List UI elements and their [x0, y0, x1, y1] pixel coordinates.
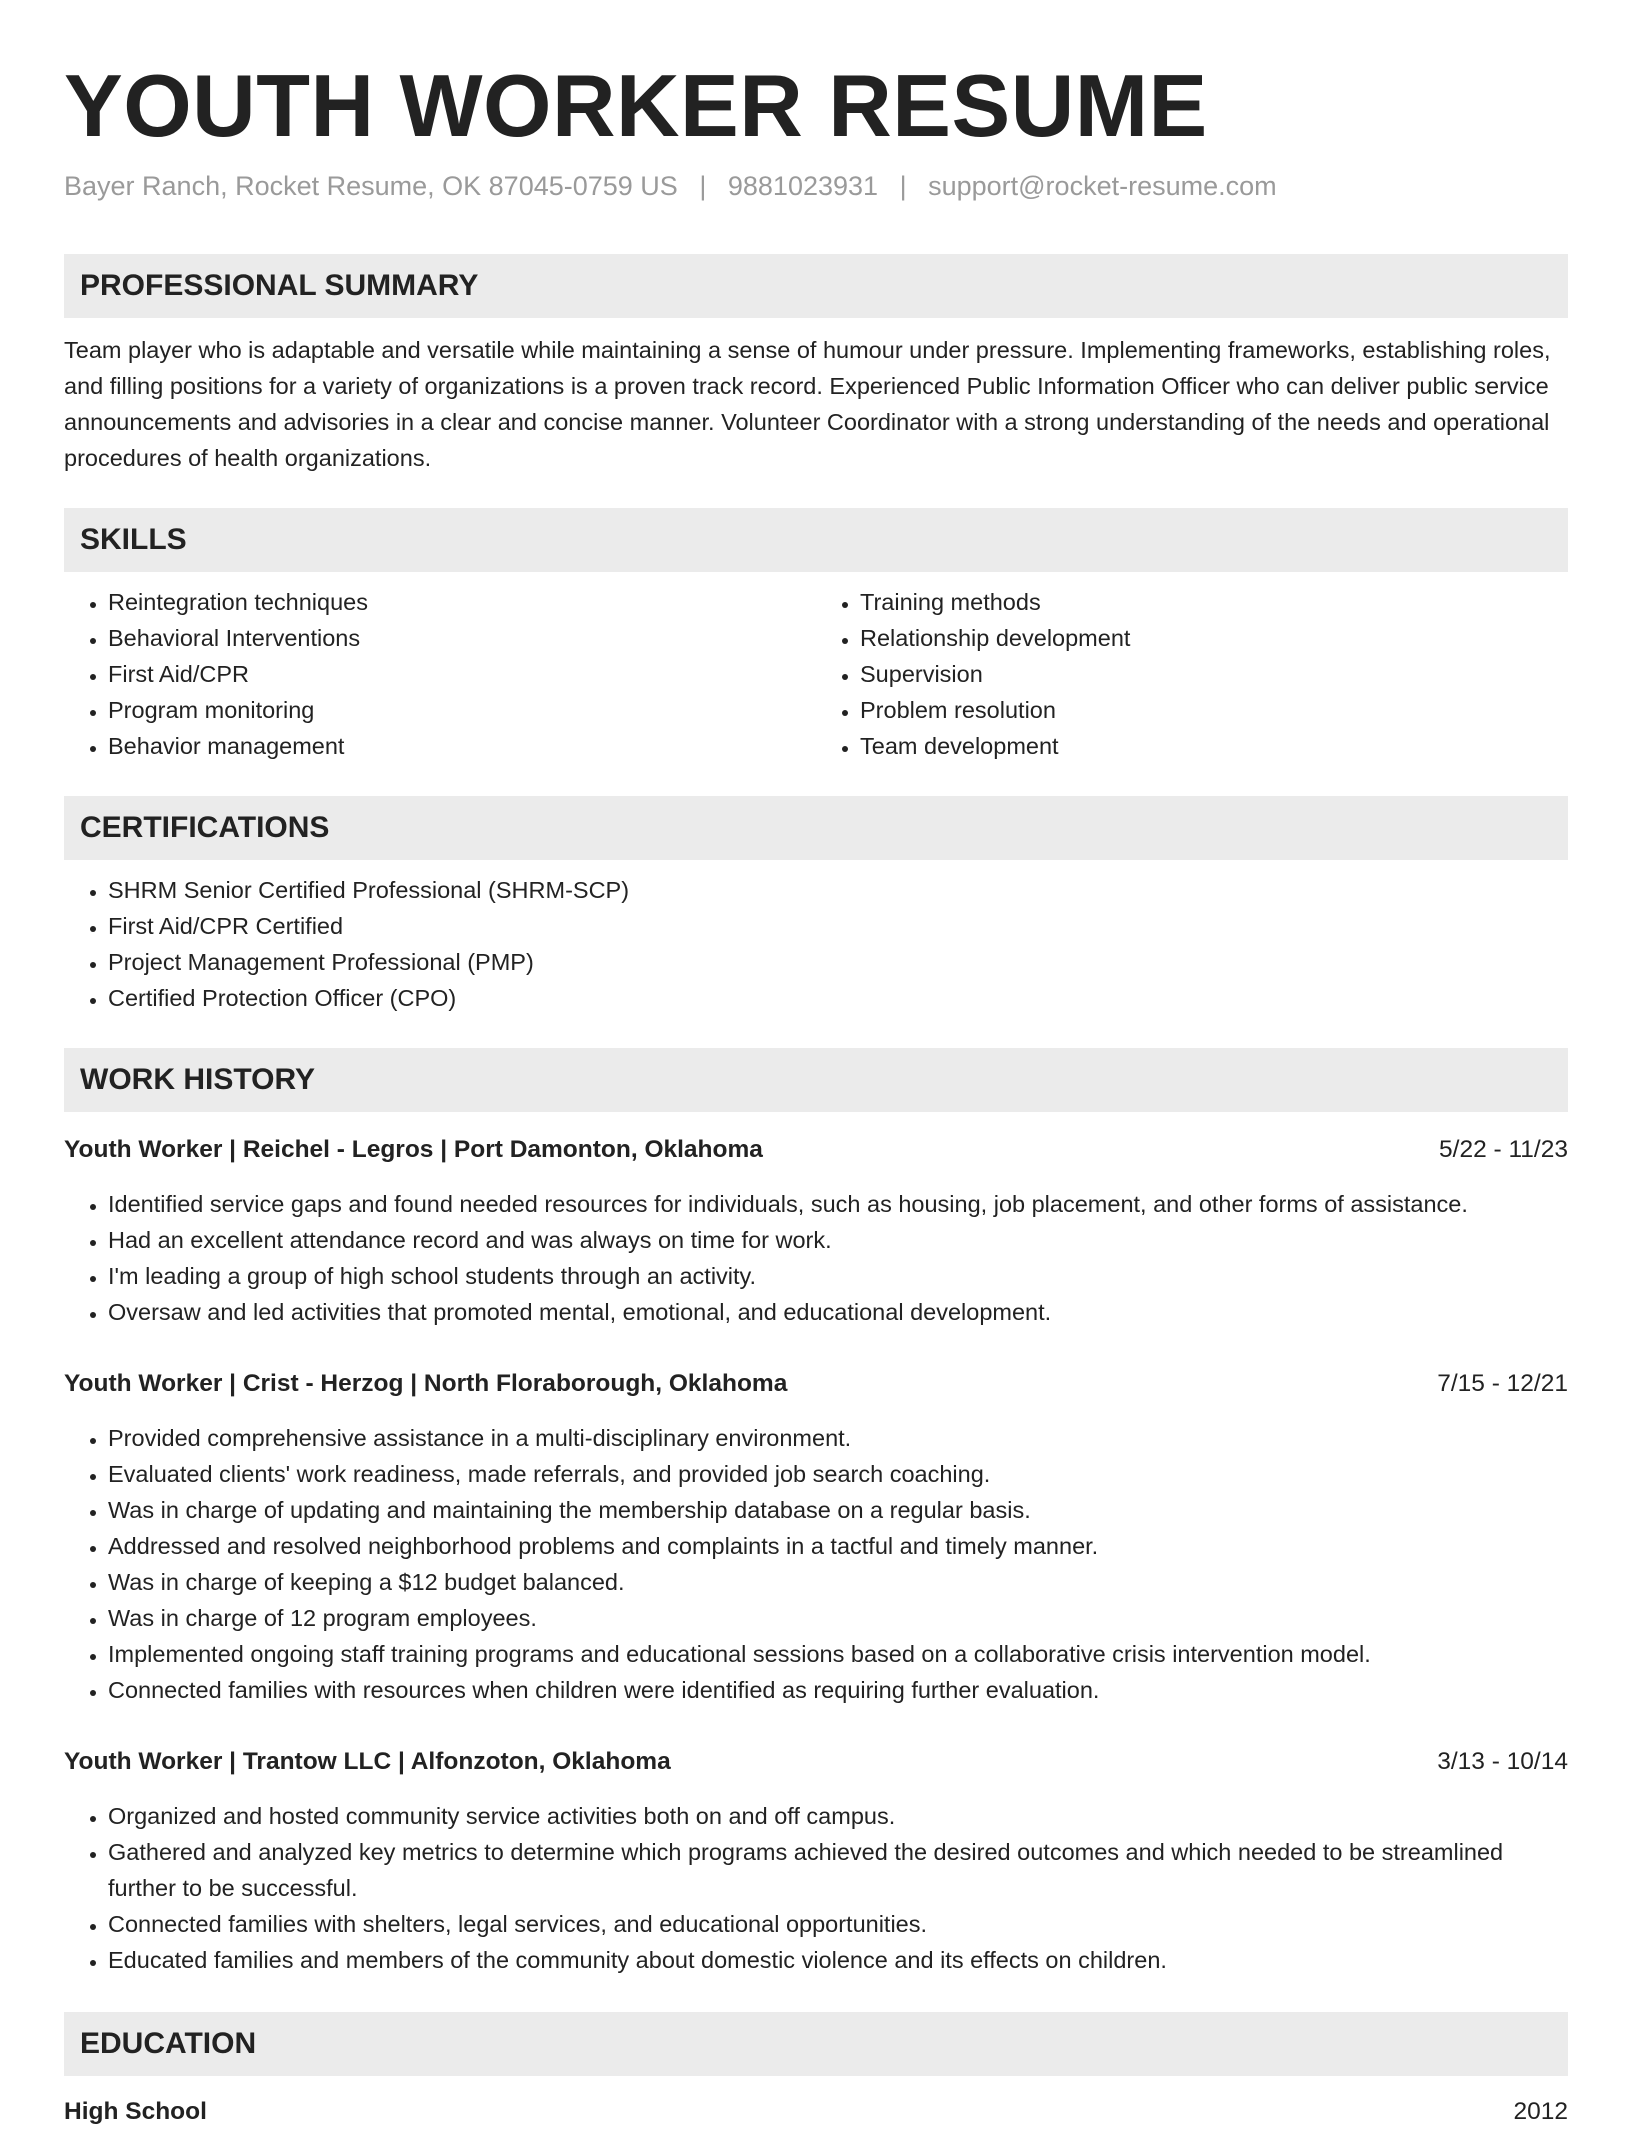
contact-line — [64, 168, 1568, 204]
job-bullet: • Organized and hosted community service activities both on and off campus. — [108, 1798, 1568, 1834]
education-heading: EDUCATION — [64, 2012, 1568, 2076]
skill-item: • First Aid/CPR — [108, 656, 816, 692]
skill-item: • Program monitoring — [108, 692, 816, 728]
certification-item: • Certified Protection Officer (CPO) — [108, 980, 1568, 1016]
job-bullet: • Was in charge of 12 program employees. — [108, 1600, 1568, 1636]
job-dates: 5/22 - 11/23 — [1439, 1136, 1568, 1163]
job-header — [64, 1132, 1568, 1168]
job-dates: 7/15 - 12/21 — [1437, 1370, 1568, 1397]
summary-heading: PROFESSIONAL SUMMARY — [64, 254, 1568, 318]
job-entry — [64, 1132, 1568, 1330]
skills-column-right — [816, 584, 1568, 764]
job-bullet: • I'm leading a group of high school students through an activity. — [108, 1258, 1568, 1294]
skill-item: • Reintegration techniques — [108, 584, 816, 620]
job-bullets — [64, 1798, 1568, 1978]
skill-item: • Training methods — [860, 584, 1568, 620]
certification-item: • First Aid/CPR Certified — [108, 908, 1568, 944]
job-bullet: • Oversaw and led activities that promoted mental, emotional, and educational development. — [108, 1294, 1568, 1330]
job-header — [64, 1366, 1568, 1402]
job-bullet: • Connected families with shelters, legal services, and educational opportunities. — [108, 1906, 1568, 1942]
job-title: Youth Worker | Trantow LLC | Alfonzoton, Oklahoma — [64, 1748, 671, 1775]
certifications-list — [64, 872, 1568, 1016]
job-entry — [64, 1366, 1568, 1708]
contact-email: support@rocket-resume.com — [928, 171, 1277, 201]
job-entry — [64, 1744, 1568, 1978]
skills-list — [64, 584, 1568, 764]
skill-item: • Supervision — [860, 656, 1568, 692]
job-dates: 3/13 - 10/14 — [1437, 1748, 1568, 1775]
job-bullets — [64, 1420, 1568, 1708]
job-title: Youth Worker | Reichel - Legros | Port Damonton, Oklahoma — [64, 1136, 763, 1163]
skill-item: • Problem resolution — [860, 692, 1568, 728]
education-entry — [64, 2094, 1568, 2130]
job-bullet: • Connected families with resources when children were identified as requiring further evaluation. — [108, 1672, 1568, 1708]
certification-item: • Project Management Professional (PMP) — [108, 944, 1568, 980]
resume-title: YOUTH WORKER RESUME — [64, 56, 1208, 155]
skills-column-left — [64, 584, 816, 764]
summary-text: Team player who is adaptable and versatile while maintaining a sense of humour under pressure. Implementing frameworks, establishing roles, and filling positions for a variety of organizations is a proven track record. Experienced Public Information Officer who can deliver public service announcements and advisories in a clear and concise manner. Volunteer Coordinator with a strong understanding of the needs and operational procedures of health organizations. — [64, 337, 1551, 471]
contact-separator: | — [899, 171, 907, 201]
contact-separator: | — [699, 171, 707, 201]
work-history-heading: WORK HISTORY — [64, 1048, 1568, 1112]
skill-item: • Behavior management — [108, 728, 816, 764]
job-bullet: • Evaluated clients' work readiness, made referrals, and provided job search coaching. — [108, 1456, 1568, 1492]
job-bullet: • Implemented ongoing staff training programs and educational sessions based on a collaborative crisis intervention model. — [108, 1636, 1568, 1672]
certification-item: • SHRM Senior Certified Professional (SHRM-SCP) — [108, 872, 1568, 908]
contact-phone: 9881023931 — [727, 171, 879, 201]
contact-address: Bayer Ranch, Rocket Resume, OK 87045-0759 US — [64, 171, 678, 201]
job-header — [64, 1744, 1568, 1780]
job-bullet: • Was in charge of updating and maintaining the membership database on a regular basis. — [108, 1492, 1568, 1528]
skill-item: • Team development — [860, 728, 1568, 764]
job-title: Youth Worker | Crist - Herzog | North Floraborough, Oklahoma — [64, 1370, 788, 1397]
skill-item: • Relationship development — [860, 620, 1568, 656]
job-bullets — [64, 1186, 1568, 1330]
job-bullet: • Educated families and members of the community about domestic violence and its effects on children. — [108, 1942, 1568, 1978]
job-bullet: • Gathered and analyzed key metrics to determine which programs achieved the desired outcomes and which needed to be streamlined further to be successful. — [108, 1834, 1568, 1906]
job-bullet: • Identified service gaps and found needed resources for individuals, such as housing, job placement, and other forms of assistance. — [108, 1186, 1568, 1222]
resume-content — [64, 56, 1568, 2130]
job-bullet: • Addressed and resolved neighborhood problems and complaints in a tactful and timely manner. — [108, 1528, 1568, 1564]
job-bullet: • Provided comprehensive assistance in a multi-disciplinary environment. — [108, 1420, 1568, 1456]
skills-heading: SKILLS — [64, 508, 1568, 572]
education-year: 2012 — [1513, 2098, 1568, 2125]
education-school: High School — [64, 2098, 207, 2125]
certifications-heading: CERTIFICATIONS — [64, 796, 1568, 860]
job-bullet: • Was in charge of keeping a $12 budget balanced. — [108, 1564, 1568, 1600]
skill-item: • Behavioral Interventions — [108, 620, 816, 656]
job-bullet: • Had an excellent attendance record and was always on time for work. — [108, 1222, 1568, 1258]
